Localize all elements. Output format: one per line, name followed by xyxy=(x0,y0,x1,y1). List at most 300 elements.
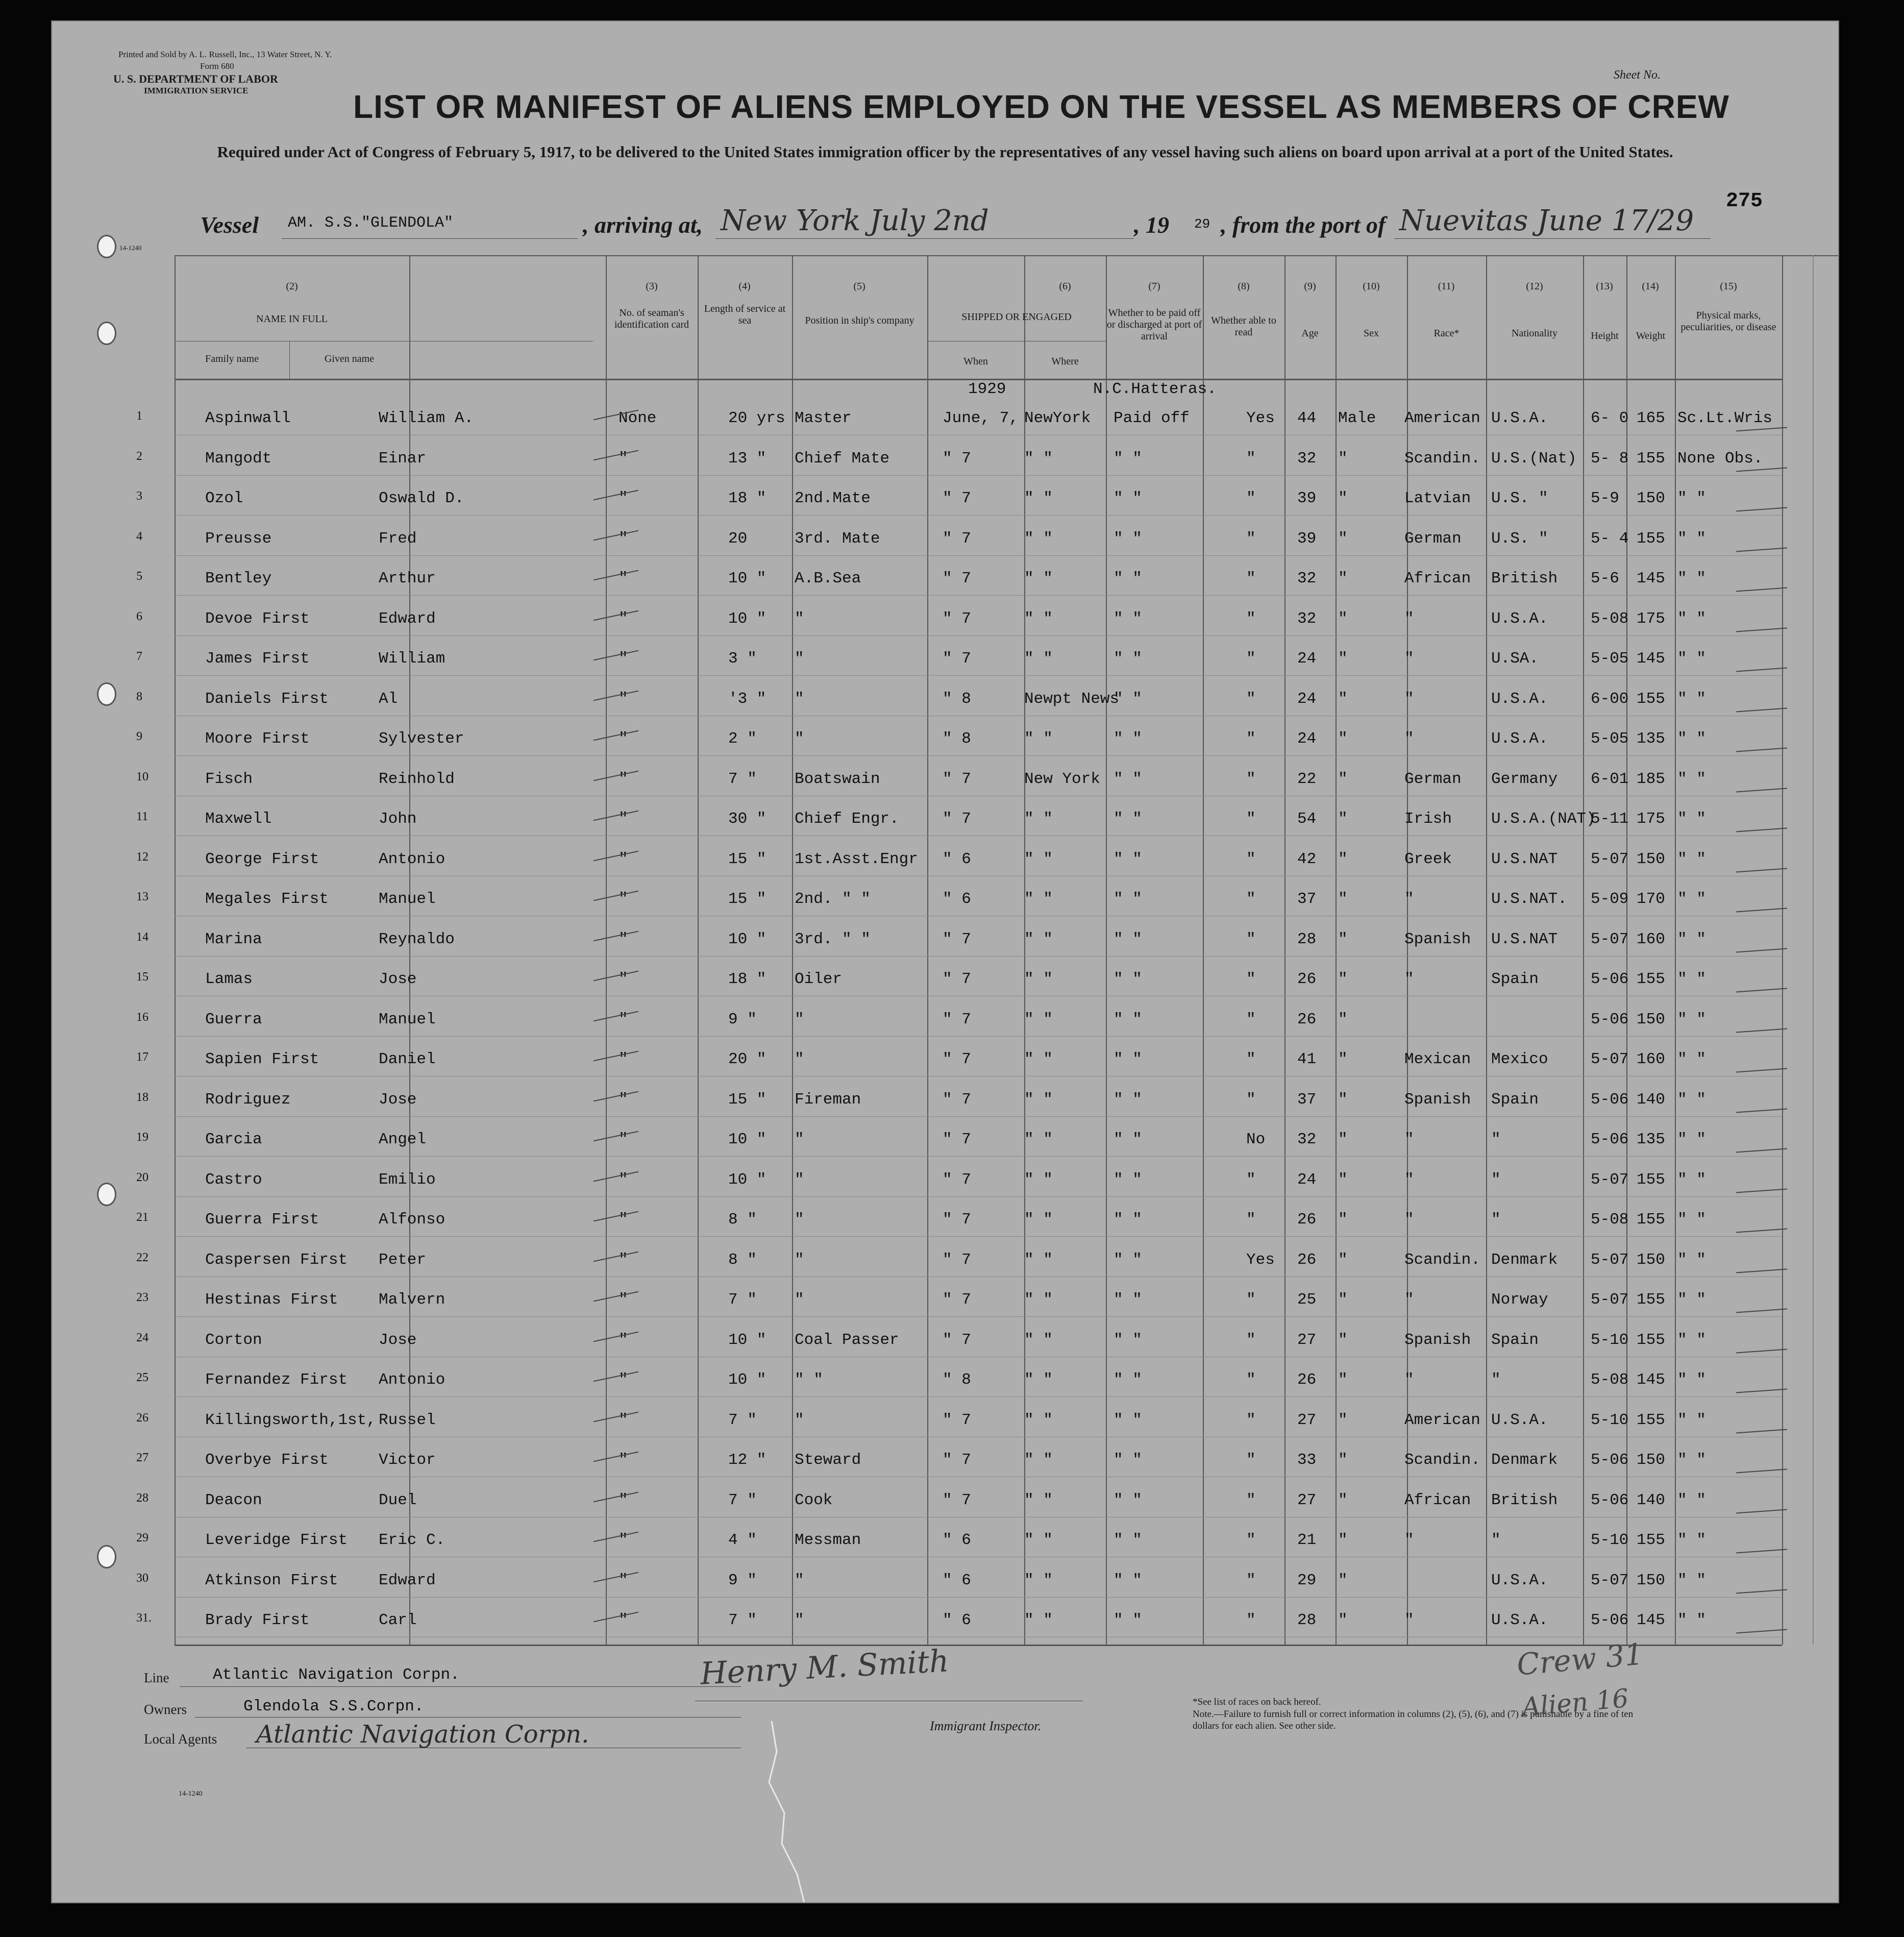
cell-physical-marks: " " xyxy=(1677,690,1706,708)
cell-shipped-where: " " xyxy=(1024,1211,1053,1229)
cell-race: " xyxy=(1404,890,1414,908)
cell-shipped-when: " 7 xyxy=(943,1131,971,1148)
cell-shipped-where: " " xyxy=(1024,1291,1053,1309)
column-number: (10) xyxy=(1363,281,1380,292)
cell-shipped-where: " " xyxy=(1024,1571,1053,1589)
cell-weight: 155 xyxy=(1637,449,1665,468)
pencil-tick xyxy=(594,770,638,781)
cell-shipped-when: " 6 xyxy=(943,1531,971,1549)
cell-family-name: Corton xyxy=(205,1331,262,1349)
cell-shipped-where: New York xyxy=(1024,770,1100,788)
cell-able-to-read: " xyxy=(1246,1211,1256,1229)
header-height: Height xyxy=(1591,330,1619,341)
cell-length-of-service: 10 " xyxy=(728,570,766,587)
cell-id-card: " xyxy=(619,1131,628,1148)
cell-sex: " xyxy=(1338,1531,1348,1549)
cell-paid-off: " " xyxy=(1114,1451,1142,1469)
cell-able-to-read: " xyxy=(1246,970,1256,988)
cell-physical-marks: " " xyxy=(1677,650,1706,668)
cell-shipped-when: " 7 xyxy=(943,810,971,828)
cell-able-to-read: " xyxy=(1246,1531,1256,1549)
cell-given-name: Sylvester xyxy=(379,730,464,748)
cell-able-to-read: " xyxy=(1246,1170,1256,1189)
cell-paid-off: " " xyxy=(1114,730,1142,748)
cell-shipped-when: " 7 xyxy=(943,1411,971,1429)
cell-position: " xyxy=(795,730,804,748)
cell-position: 1st.Asst.Engr xyxy=(795,850,918,868)
form-code-bottom: 14-1240 xyxy=(179,1790,203,1798)
cell-shipped-when: " 7 xyxy=(943,1170,971,1189)
cell-shipped-when: " 8 xyxy=(943,730,971,748)
cell-given-name: Peter xyxy=(379,1251,427,1269)
cell-physical-marks: " " xyxy=(1677,1531,1706,1549)
cell-sex: " xyxy=(1338,970,1348,988)
pencil-tick xyxy=(594,850,638,861)
year-label: , 19 xyxy=(1134,212,1169,238)
cell-paid-off: " " xyxy=(1114,1371,1142,1389)
crew-count-note: Crew 31 xyxy=(1515,1636,1645,1682)
pencil-tick xyxy=(594,1452,638,1462)
cell-race: Greek xyxy=(1404,850,1452,868)
cell-shipped-where: " " xyxy=(1024,730,1053,748)
cell-shipped-where: " " xyxy=(1024,970,1053,988)
pencil-tick xyxy=(1736,1348,1787,1353)
cell-physical-marks: " " xyxy=(1677,489,1706,507)
form-number: Form 680 xyxy=(200,61,234,71)
cell-nationality: Spain xyxy=(1491,1331,1539,1349)
cell-weight: 140 xyxy=(1637,1491,1665,1509)
cell-weight: 165 xyxy=(1637,409,1665,427)
cell-height: 5-07 xyxy=(1591,850,1629,868)
cell-sex: " xyxy=(1338,1010,1348,1028)
races-note: *See list of races on back hereof. xyxy=(1193,1697,1321,1707)
cell-weight: 155 xyxy=(1637,1331,1665,1349)
cell-family-name: George First xyxy=(205,850,319,868)
cell-sex: " xyxy=(1338,1050,1348,1068)
cell-given-name: Duel xyxy=(379,1491,417,1509)
cell-height: 6-01 xyxy=(1591,770,1629,788)
cell-paid-off: " " xyxy=(1114,650,1142,668)
cell-position: Messman xyxy=(795,1531,861,1549)
pencil-tick xyxy=(594,650,638,661)
cell-race: " xyxy=(1404,970,1414,988)
cell-family-name: Caspersen First xyxy=(205,1251,348,1269)
cell-race: " xyxy=(1404,1371,1414,1389)
cell-length-of-service: 10 " xyxy=(728,1331,766,1349)
cell-shipped-where: " " xyxy=(1024,1050,1053,1068)
cell-family-name: Sapien First xyxy=(205,1050,319,1068)
column-number: (11) xyxy=(1438,281,1455,292)
cell-length-of-service: 10 " xyxy=(728,1170,766,1189)
cell-given-name: Angel xyxy=(379,1131,427,1148)
cell-height: 5-07 xyxy=(1591,1050,1629,1068)
printer-line: Printed and Sold by A. L. Russell, Inc., 13 Water Street, N. Y. xyxy=(118,50,332,59)
cell-sex: " xyxy=(1338,730,1348,748)
cell-shipped-where: " " xyxy=(1024,570,1053,587)
cell-weight: 155 xyxy=(1637,970,1665,988)
cell-family-name: Lamas xyxy=(205,970,253,988)
cell-sex: " xyxy=(1338,1331,1348,1349)
cell-row-number: 17 xyxy=(136,1050,149,1064)
cell-position: 3rd. Mate xyxy=(795,529,880,548)
cell-shipped-when: " 7 xyxy=(943,449,971,468)
cell-able-to-read: " xyxy=(1246,1451,1256,1469)
cell-sex: " xyxy=(1338,1371,1348,1389)
header-id-card: No. of seaman's identification card xyxy=(614,307,689,330)
cell-id-card: " xyxy=(619,970,628,988)
manifest-sheet xyxy=(51,20,1839,1903)
cell-shipped-where: " " xyxy=(1024,850,1053,868)
cell-id-card: " xyxy=(619,890,628,908)
cell-family-name: Megales First xyxy=(205,890,329,908)
cell-given-name: Daniel xyxy=(379,1050,436,1068)
cell-weight: 160 xyxy=(1637,930,1665,948)
cell-paid-off: " " xyxy=(1114,1571,1142,1589)
cell-paid-off: " " xyxy=(1114,690,1142,708)
cell-race: " xyxy=(1404,1170,1414,1189)
cell-given-name: Einar xyxy=(379,449,427,468)
pencil-tick xyxy=(1736,1629,1787,1634)
cell-paid-off: " " xyxy=(1114,1090,1142,1109)
cell-race: " xyxy=(1404,1211,1414,1229)
pencil-tick xyxy=(594,1131,638,1142)
cell-length-of-service: 2 " xyxy=(728,730,757,748)
cell-physical-marks: " " xyxy=(1677,890,1706,908)
cell-nationality: U.S.A. xyxy=(1491,609,1548,628)
cell-height: 6- 0 xyxy=(1591,409,1629,427)
cell-physical-marks: " " xyxy=(1677,1371,1706,1389)
cell-paid-off: " " xyxy=(1114,1170,1142,1189)
cell-given-name: Manuel xyxy=(379,1010,436,1028)
cell-length-of-service: 18 " xyxy=(728,970,766,988)
department: U. S. DEPARTMENT OF LABOR xyxy=(113,72,278,85)
cell-position: Oiler xyxy=(795,970,843,988)
pencil-tick xyxy=(594,1211,638,1222)
cell-shipped-when: " 7 xyxy=(943,489,971,507)
cell-race: Scandin. xyxy=(1404,1451,1480,1469)
sheet-number-label: Sheet No. xyxy=(1614,68,1661,82)
pencil-tick xyxy=(1736,828,1787,832)
cell-sex: " xyxy=(1338,1571,1348,1589)
punch-hole xyxy=(97,235,116,258)
cell-sex: " xyxy=(1338,1611,1348,1629)
cell-paid-off: " " xyxy=(1114,1211,1142,1229)
cell-position: " xyxy=(795,650,804,668)
cell-row-number: 15 xyxy=(136,970,149,984)
cell-given-name: Malvern xyxy=(379,1291,446,1309)
cell-given-name: Alfonso xyxy=(379,1211,446,1229)
cell-row-number: 12 xyxy=(136,850,149,864)
cell-weight: 155 xyxy=(1637,1531,1665,1549)
cell-paid-off: " " xyxy=(1114,1611,1142,1629)
cell-row-number: 2 xyxy=(136,449,142,463)
cell-paid-off: " " xyxy=(1114,1251,1142,1269)
cell-physical-marks: None Obs. xyxy=(1677,449,1763,468)
header-paid-off: Whether to be paid off or discharged at port of arrival xyxy=(1106,307,1202,342)
pencil-tick xyxy=(1736,1429,1787,1433)
cell-shipped-when: " 7 xyxy=(943,930,971,948)
cell-id-card: " xyxy=(619,770,628,788)
cell-family-name: Leveridge First xyxy=(205,1531,348,1549)
cell-length-of-service: 9 " xyxy=(728,1571,757,1589)
cell-given-name: Jose xyxy=(379,1331,417,1349)
cell-age: 41 xyxy=(1297,1050,1317,1068)
cell-weight: 150 xyxy=(1637,1571,1665,1589)
cell-id-card: " xyxy=(619,930,628,948)
cell-given-name: Jose xyxy=(379,1090,417,1109)
cell-length-of-service: 15 " xyxy=(728,850,766,868)
cell-physical-marks: " " xyxy=(1677,770,1706,788)
cell-paid-off: " " xyxy=(1114,1131,1142,1148)
cell-row-number: 16 xyxy=(136,1010,149,1024)
cell-able-to-read: " xyxy=(1246,770,1256,788)
cell-weight: 145 xyxy=(1637,570,1665,587)
cell-race: Spanish xyxy=(1404,1331,1471,1349)
cell-weight: 150 xyxy=(1637,850,1665,868)
cell-physical-marks: " " xyxy=(1677,570,1706,587)
cell-family-name: Killingsworth,1st, xyxy=(205,1411,376,1429)
cell-physical-marks: " " xyxy=(1677,1331,1706,1349)
pencil-tick xyxy=(594,570,638,581)
cell-position: " xyxy=(795,1170,804,1189)
pencil-tick xyxy=(1736,668,1787,672)
cell-height: 5-06 xyxy=(1591,1010,1629,1028)
cell-height: 5-07 xyxy=(1591,1291,1629,1309)
cell-length-of-service: 9 " xyxy=(728,1010,757,1028)
cell-shipped-where: " " xyxy=(1024,609,1053,628)
cell-shipped-when: " 7 xyxy=(943,1050,971,1068)
cell-nationality: Germany xyxy=(1491,770,1558,788)
cell-shipped-where: Newpt News xyxy=(1024,690,1120,708)
cell-race: Scandin. xyxy=(1404,1251,1480,1269)
cell-family-name: Rodriguez xyxy=(205,1090,291,1109)
cell-family-name: Daniels First xyxy=(205,690,329,708)
penalty-note: Note.—Failure to furnish full or correct information in columns (2), (5), (6), and (7) is punishable by a fine of ten dollars for each alien. See other side. xyxy=(1193,1709,1634,1731)
cell-age: 44 xyxy=(1297,409,1317,427)
pencil-tick xyxy=(594,1011,638,1021)
cell-nationality: British xyxy=(1491,1491,1558,1509)
cell-position: Master xyxy=(795,409,852,427)
cell-height: 5-05 xyxy=(1591,650,1629,668)
cell-row-number: 11 xyxy=(136,810,149,823)
cell-shipped-where: " " xyxy=(1024,1010,1053,1028)
cell-sex: " xyxy=(1338,810,1348,828)
header-age: Age xyxy=(1301,328,1319,339)
pencil-tick xyxy=(594,1572,638,1582)
pencil-tick xyxy=(1736,1188,1787,1193)
cell-id-card: " xyxy=(619,1331,628,1349)
cell-weight: 150 xyxy=(1637,489,1665,507)
cell-row-number: 19 xyxy=(136,1131,149,1144)
cell-row-number: 14 xyxy=(136,930,149,944)
cell-able-to-read: " xyxy=(1246,529,1256,548)
cell-shipped-when: " 7 xyxy=(943,1251,971,1269)
cell-nationality: Mexico xyxy=(1491,1050,1548,1068)
pencil-tick xyxy=(1736,707,1787,712)
pencil-tick xyxy=(1736,788,1787,792)
cell-height: 5-11 xyxy=(1591,810,1629,828)
cell-family-name: Fisch xyxy=(205,770,253,788)
arrival-place-date: New York July 2nd xyxy=(721,204,989,237)
cell-shipped-when: " 7 xyxy=(943,1211,971,1229)
cell-sex: " xyxy=(1338,489,1348,507)
cell-age: 26 xyxy=(1297,1010,1317,1028)
cell-given-name: William A. xyxy=(379,409,474,427)
cell-id-card: " xyxy=(619,1211,628,1229)
pencil-tick xyxy=(1736,988,1787,993)
cell-able-to-read: Yes xyxy=(1246,1251,1275,1269)
cell-sex: " xyxy=(1338,1211,1348,1229)
cell-physical-marks: " " xyxy=(1677,1131,1706,1148)
cell-paid-off: " " xyxy=(1114,489,1142,507)
header-family-name: Family name xyxy=(205,353,259,364)
arrival-year: 29 xyxy=(1194,216,1210,232)
cell-length-of-service: 20 " xyxy=(728,1050,766,1068)
header-length-of-service: Length of service at sea xyxy=(704,303,786,326)
cell-able-to-read: " xyxy=(1246,930,1256,948)
cell-paid-off: " " xyxy=(1114,970,1142,988)
cell-weight: 145 xyxy=(1637,1371,1665,1389)
pencil-tick xyxy=(594,1331,638,1342)
pencil-tick xyxy=(1736,1389,1787,1393)
cell-row-number: 18 xyxy=(136,1090,149,1104)
cell-family-name: Moore First xyxy=(205,730,310,748)
cell-race: African xyxy=(1404,1491,1471,1509)
cell-physical-marks: " " xyxy=(1677,1050,1706,1068)
cell-race: German xyxy=(1404,529,1462,548)
cell-row-number: 24 xyxy=(136,1331,149,1344)
column-number: (6) xyxy=(1059,281,1071,292)
cell-age: 42 xyxy=(1297,850,1317,868)
cell-shipped-when: " 7 xyxy=(943,1291,971,1309)
cell-sex: " xyxy=(1338,770,1348,788)
pencil-tick xyxy=(594,1411,638,1422)
cell-id-card: " xyxy=(619,1571,628,1589)
cell-row-number: 21 xyxy=(136,1211,149,1224)
cell-position: Fireman xyxy=(795,1090,861,1109)
cell-shipped-where: " " xyxy=(1024,890,1053,908)
page-title: LIST OR MANIFEST OF ALIENS EMPLOYED ON THE VESSEL AS MEMBERS OF CREW xyxy=(353,88,1729,125)
cell-family-name: Guerra First xyxy=(205,1211,319,1229)
cell-height: 5-6 xyxy=(1591,570,1619,587)
cell-shipped-when: " 7 xyxy=(943,609,971,628)
cell-sex: " xyxy=(1338,1170,1348,1189)
cell-nationality: Norway xyxy=(1491,1291,1548,1309)
cell-height: 5-07 xyxy=(1591,1170,1629,1189)
cell-length-of-service: 7 " xyxy=(728,1491,757,1509)
inspector-signature: Henry M. Smith xyxy=(699,1643,950,1692)
cell-sex: " xyxy=(1338,890,1348,908)
cell-sex: " xyxy=(1338,850,1348,868)
cell-age: 29 xyxy=(1297,1571,1317,1589)
cell-family-name: Brady First xyxy=(205,1611,310,1629)
header-nationality: Nationality xyxy=(1512,328,1557,339)
port-label: , from the port of xyxy=(1221,212,1386,238)
cell-shipped-where: " " xyxy=(1024,1371,1053,1389)
cell-physical-marks: " " xyxy=(1677,1090,1706,1109)
cell-sex: " xyxy=(1338,930,1348,948)
cell-length-of-service: 10 " xyxy=(728,930,766,948)
cell-given-name: Antonio xyxy=(379,1371,446,1389)
cell-length-of-service: 8 " xyxy=(728,1211,757,1229)
cell-physical-marks: " " xyxy=(1677,1411,1706,1429)
cell-age: 26 xyxy=(1297,1211,1317,1229)
punch-hole xyxy=(97,322,116,345)
cell-paid-off: " " xyxy=(1114,449,1142,468)
cell-able-to-read: " xyxy=(1246,1611,1256,1629)
cell-sex: " xyxy=(1338,1491,1348,1509)
cell-length-of-service: 10 " xyxy=(728,609,766,628)
cell-physical-marks: " " xyxy=(1677,1170,1706,1189)
pencil-tick xyxy=(594,1371,638,1382)
cell-nationality: U.S.(Nat) xyxy=(1491,449,1577,468)
cell-given-name: William xyxy=(379,650,446,668)
cell-height: 5- 8 xyxy=(1591,449,1629,468)
pencil-tick xyxy=(1736,1549,1787,1554)
pencil-tick xyxy=(1736,1589,1787,1593)
cell-nationality: U.S.NAT xyxy=(1491,930,1558,948)
cell-given-name: Arthur xyxy=(379,570,436,587)
cell-height: 5-08 xyxy=(1591,1211,1629,1229)
cell-shipped-where: " " xyxy=(1024,1090,1053,1109)
header-shipped-engaged: SHIPPED OR ENGAGED xyxy=(961,311,1072,323)
cell-row-number: 6 xyxy=(136,609,142,623)
agents-label: Local Agents xyxy=(144,1731,217,1747)
header-physical-marks: Physical marks, peculiarities, or disease xyxy=(1680,310,1776,333)
cell-age: 37 xyxy=(1297,890,1317,908)
cell-length-of-service: 7 " xyxy=(728,1291,757,1309)
cell-physical-marks: " " xyxy=(1677,1291,1706,1309)
cell-age: 54 xyxy=(1297,810,1317,828)
pencil-tick xyxy=(1736,908,1787,913)
cell-able-to-read: No xyxy=(1246,1131,1266,1148)
cell-given-name: John xyxy=(379,810,417,828)
cell-nationality: U.S.NAT. xyxy=(1491,890,1567,908)
requirement-text: Required under Act of Congress of February 5, 1917, to be delivered to the United States immigration officer by the representatives of any vessel having such aliens on board upon arrival at a port of the United States. xyxy=(217,143,1673,161)
cell-weight: 170 xyxy=(1637,890,1665,908)
cell-race: Mexican xyxy=(1404,1050,1471,1068)
cell-shipped-when: " 7 xyxy=(943,1451,971,1469)
cell-id-card: None xyxy=(619,409,657,427)
cell-sex: " xyxy=(1338,529,1348,548)
header-when: When xyxy=(963,356,988,367)
cell-family-name: Mangodt xyxy=(205,449,272,468)
pre-row-place: N.C.Hatteras. xyxy=(1093,380,1217,398)
cell-height: 5-07 xyxy=(1591,1251,1629,1269)
cell-age: 26 xyxy=(1297,1371,1317,1389)
cell-paid-off: " " xyxy=(1114,570,1142,587)
cell-row-number: 9 xyxy=(136,730,142,743)
cell-nationality: Spain xyxy=(1491,970,1539,988)
cell-id-card: " xyxy=(619,850,628,868)
cell-nationality: Spain xyxy=(1491,1090,1539,1109)
cell-id-card: " xyxy=(619,1371,628,1389)
pencil-tick xyxy=(594,1612,638,1623)
cell-able-to-read: " xyxy=(1246,1331,1256,1349)
cell-shipped-when: " 7 xyxy=(943,970,971,988)
cell-given-name: Antonio xyxy=(379,850,446,868)
cell-length-of-service: 15 " xyxy=(728,890,766,908)
cell-length-of-service: 20 yrs xyxy=(728,409,785,427)
cell-weight: 150 xyxy=(1637,1010,1665,1028)
cell-paid-off: " " xyxy=(1114,1331,1142,1349)
cell-nationality: " xyxy=(1491,1371,1501,1389)
cell-physical-marks: " " xyxy=(1677,1571,1706,1589)
cell-row-number: 10 xyxy=(136,770,149,783)
cell-id-card: " xyxy=(619,1251,628,1269)
cell-shipped-when: " 8 xyxy=(943,690,971,708)
paper-crack xyxy=(756,1721,828,1903)
